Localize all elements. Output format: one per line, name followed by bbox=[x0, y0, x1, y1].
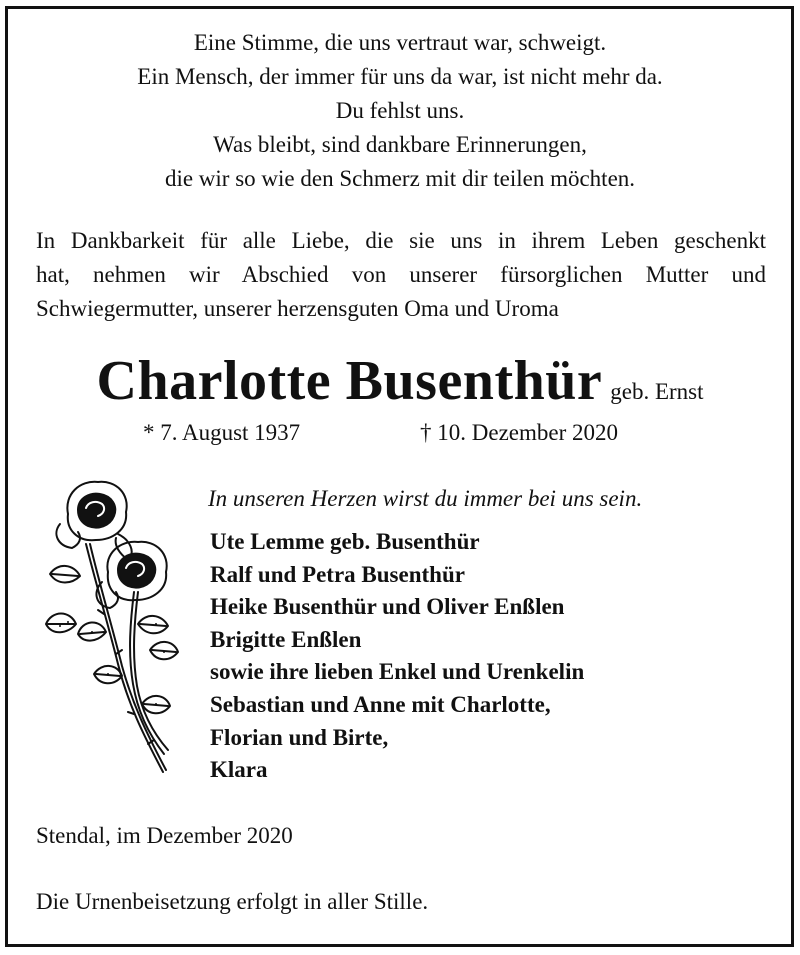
place-date: Stendal, im Dezember 2020 bbox=[36, 823, 293, 848]
burial-note: Die Urnenbeisetzung erfolgt in aller Stille. bbox=[36, 889, 429, 914]
family-list bbox=[210, 526, 584, 787]
roses-illustration bbox=[38, 474, 188, 779]
family-line: sowie ihre lieben Enkel und Urenkelin bbox=[210, 659, 585, 685]
family-line: Brigitte Enßlen bbox=[210, 626, 362, 652]
family-line: Ute Lemme geb. Busenthür bbox=[210, 529, 480, 554]
family-line: Ralf und Petra Busenthür bbox=[210, 561, 465, 587]
intro-line: hat, nehmen wir Abschied von unserer fürsorglichen Mutter und bbox=[36, 262, 766, 287]
intro-line: In Dankbarkeit für alle Liebe, die sie uns in ihrem Leben geschenkt bbox=[36, 228, 766, 253]
death-date: † 10. Dezember 2020 bbox=[420, 420, 618, 445]
family-line: Klara bbox=[210, 757, 268, 783]
poem-line: Du fehlst uns. bbox=[335, 98, 465, 123]
poem-line: Eine Stimme, die uns vertraut war, schweigt. bbox=[193, 30, 607, 55]
family-line: Sebastian und Anne mit Charlotte, bbox=[210, 691, 551, 717]
maiden-name: geb. Ernst bbox=[610, 379, 704, 404]
deceased-heading bbox=[0, 349, 800, 413]
birth-date: * 7. August 1937 bbox=[143, 420, 301, 445]
family-line: Florian und Birte, bbox=[210, 724, 389, 750]
deceased-name: Charlotte Busenthür bbox=[96, 350, 603, 412]
poem-line: Ein Mensch, der immer für uns da war, ist nicht mehr da. bbox=[137, 64, 663, 89]
poem-line: die wir so wie den Schmerz mit dir teilen möchten. bbox=[164, 166, 636, 191]
motto: In unseren Herzen wirst du immer bei uns sein. bbox=[208, 486, 643, 511]
poem bbox=[0, 26, 800, 196]
poem-line: Was bleibt, sind dankbare Erinnerungen, bbox=[213, 132, 587, 157]
family-line: Heike Busenthür und Oliver Enßlen bbox=[210, 594, 565, 620]
intro-line: Schwiegermutter, unserer herzensguten Oma und Uroma bbox=[36, 296, 559, 321]
intro-paragraph bbox=[36, 224, 766, 326]
